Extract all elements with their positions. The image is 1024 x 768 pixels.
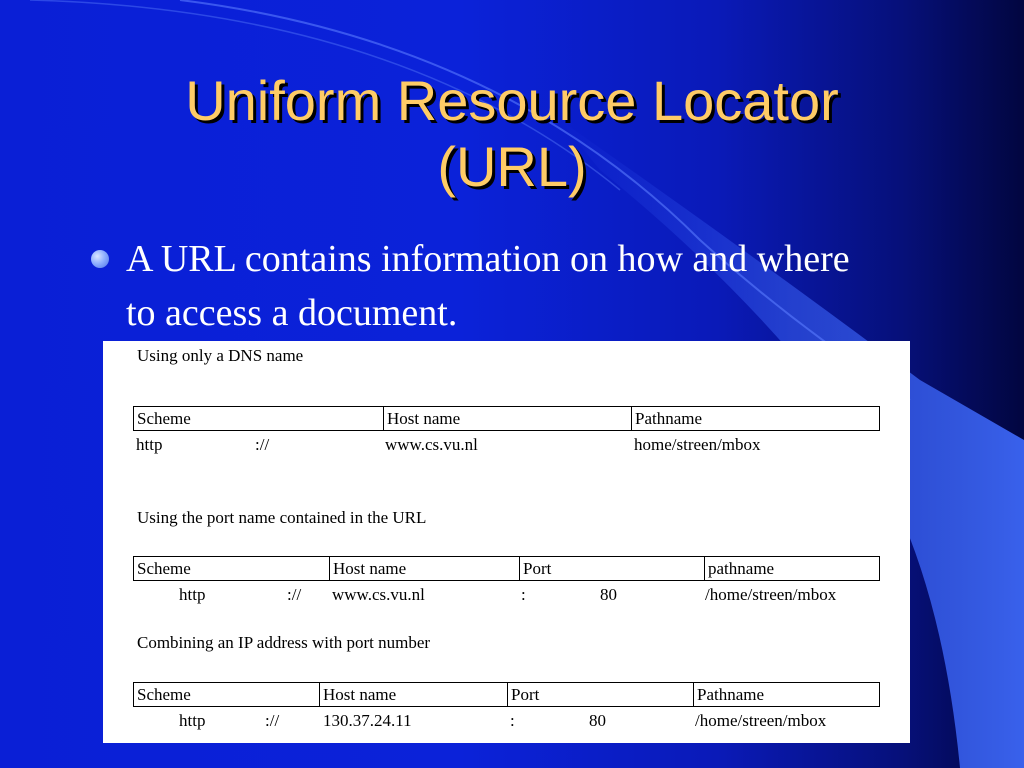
example2-path-value: /home/streen/mbox bbox=[705, 585, 837, 604]
example1-header-host: Host name bbox=[383, 407, 631, 430]
example3-port-value: 80 bbox=[589, 711, 606, 730]
example1-path-value: home/streen/mbox bbox=[634, 435, 761, 454]
example3-header-scheme: Scheme bbox=[137, 685, 191, 704]
example3-caption: Combining an IP address with port number bbox=[137, 633, 431, 652]
example2-header-row bbox=[133, 556, 880, 581]
example3-path-value: /home/streen/mbox bbox=[695, 711, 827, 730]
title-line-1: Uniform Resource Locator bbox=[185, 69, 839, 132]
example2-header-path: pathname bbox=[704, 557, 879, 580]
example2-port-value: 80 bbox=[600, 585, 617, 604]
example2-header-port: Port bbox=[519, 557, 704, 580]
example2-colon: : bbox=[521, 585, 526, 604]
title-line-2: (URL) bbox=[437, 135, 587, 198]
example2-caption: Using the port name contained in the URL bbox=[137, 508, 427, 527]
example1-host-value: www.cs.vu.nl bbox=[385, 435, 478, 454]
example3-host-value: 130.37.24.11 bbox=[323, 711, 412, 730]
url-examples-figure bbox=[103, 341, 910, 743]
example1-header-path: Pathname bbox=[631, 407, 879, 430]
example1-header-scheme: Scheme bbox=[137, 409, 191, 428]
example1-caption: Using only a DNS name bbox=[137, 346, 304, 365]
example3-header-host: Host name bbox=[319, 683, 507, 706]
example2-header-scheme: Scheme bbox=[137, 559, 191, 578]
bullet-icon bbox=[91, 250, 109, 268]
example3-header-port: Port bbox=[507, 683, 693, 706]
example2-header-host: Host name bbox=[329, 557, 519, 580]
example1-header-row bbox=[133, 406, 880, 431]
example3-colon: : bbox=[510, 711, 515, 730]
example3-separator: :// bbox=[265, 711, 280, 730]
example3-scheme-value: http bbox=[179, 711, 206, 730]
bullet-text: A URL contains information on how and where to access a document. bbox=[126, 238, 850, 334]
example3-header-path: Pathname bbox=[693, 683, 879, 706]
slide-title bbox=[0, 68, 1024, 200]
example1-separator: :// bbox=[255, 435, 270, 454]
example3-header-row bbox=[133, 682, 880, 707]
example1-scheme-value: http bbox=[136, 435, 163, 454]
example2-separator: :// bbox=[287, 585, 302, 604]
example2-scheme-value: http bbox=[179, 585, 206, 604]
example2-host-value: www.cs.vu.nl bbox=[332, 585, 425, 604]
